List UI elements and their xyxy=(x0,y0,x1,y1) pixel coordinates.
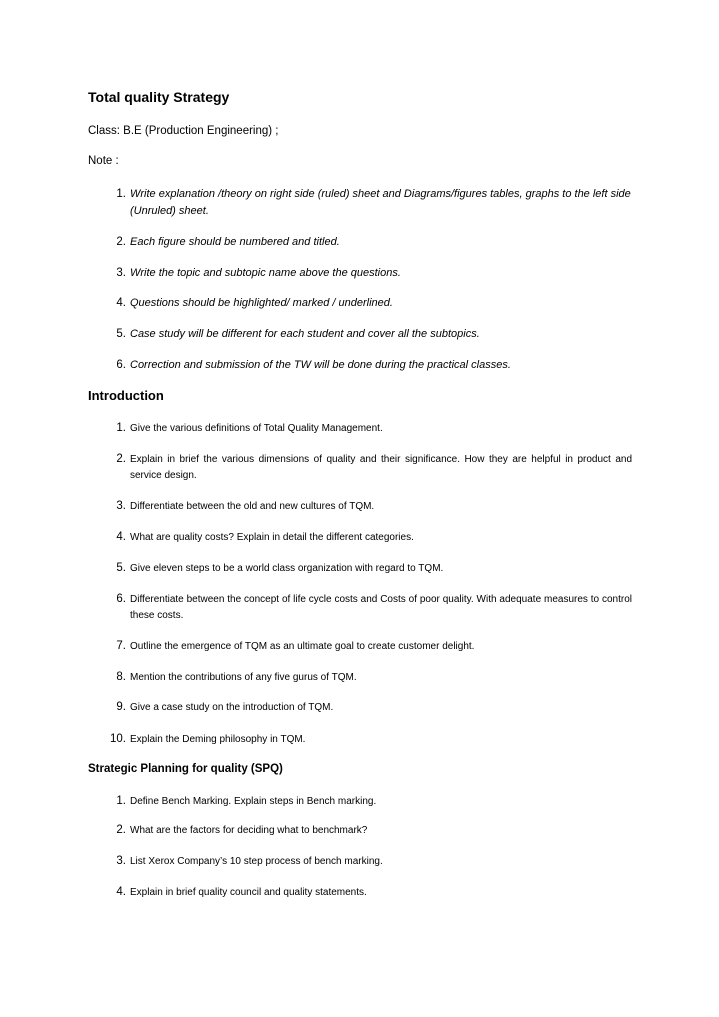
list-number: 3. xyxy=(116,500,126,512)
question-text: Outline the emergence of TQM as an ultimate goal to create customer delight. xyxy=(130,641,475,652)
list-number: 2. xyxy=(116,824,126,836)
question-text: Differentiate between the concept of life cycle costs and Costs of poor quality. With adequate measures to control these costs. xyxy=(130,594,632,621)
question-text: Give eleven steps to be a world class organization with regard to TQM. xyxy=(130,563,444,574)
list-number: 3. xyxy=(116,855,126,867)
note-label: Note : xyxy=(88,155,119,167)
question-text: Differentiate between the old and new cultures of TQM. xyxy=(130,501,375,512)
list-number: 3. xyxy=(116,267,126,279)
question-text: Give a case study on the introduction of TQM. xyxy=(130,702,334,713)
list-number: 4. xyxy=(116,886,126,898)
note-text: Correction and submission of the TW will be done during the practical classes. xyxy=(130,359,511,371)
list-number: 1. xyxy=(116,188,126,200)
list-number: 9. xyxy=(116,701,126,713)
note-text: Case study will be different for each student and cover all the subtopics. xyxy=(130,328,480,340)
list-number: 1. xyxy=(116,795,126,807)
list-number: 6. xyxy=(116,593,126,605)
list-number: 8. xyxy=(116,671,126,683)
list-number: 7. xyxy=(116,640,126,652)
list-number: 4. xyxy=(116,531,126,543)
list-number: 4. xyxy=(116,297,126,309)
note-text: Each figure should be numbered and titled. xyxy=(130,236,340,248)
list-number: 6. xyxy=(116,359,126,371)
question-text: Explain the Deming philosophy in TQM. xyxy=(130,734,306,745)
list-number: 10. xyxy=(110,733,126,745)
question-text: Define Bench Marking. Explain steps in Bench marking. xyxy=(130,796,377,807)
class-line: Class: B.E (Production Engineering) ; xyxy=(88,125,279,137)
list-number: 5. xyxy=(116,562,126,574)
section-heading-spq: Strategic Planning for quality (SPQ) xyxy=(88,763,283,775)
question-text: Explain in brief the various dimensions of quality and their significance. How they are helpful in product and service design. xyxy=(130,454,632,481)
question-text: List Xerox Company’s 10 step process of bench marking. xyxy=(130,856,383,867)
list-number: 1. xyxy=(116,422,126,434)
document-title: Total quality Strategy xyxy=(88,89,230,105)
list-number: 2. xyxy=(116,453,126,465)
list-number: 5. xyxy=(116,328,126,340)
list-number: 2. xyxy=(116,236,126,248)
note-text: Questions should be highlighted/ marked / underlined. xyxy=(130,297,393,309)
question-text: Explain in brief quality council and quality statements. xyxy=(130,887,367,898)
section-heading-introduction: Introduction xyxy=(88,388,164,403)
note-text: Write the topic and subtopic name above the questions. xyxy=(130,267,401,279)
question-text: Give the various definitions of Total Quality Management. xyxy=(130,423,383,434)
question-text: Mention the contributions of any five gurus of TQM. xyxy=(130,672,357,683)
question-text: What are quality costs? Explain in detail the different categories. xyxy=(130,532,414,543)
note-text: Write explanation /theory on right side (ruled) sheet and Diagrams/figures tables, graphs to the left side (Unruled) sheet. xyxy=(130,188,631,217)
question-text: What are the factors for deciding what to benchmark? xyxy=(130,825,368,836)
